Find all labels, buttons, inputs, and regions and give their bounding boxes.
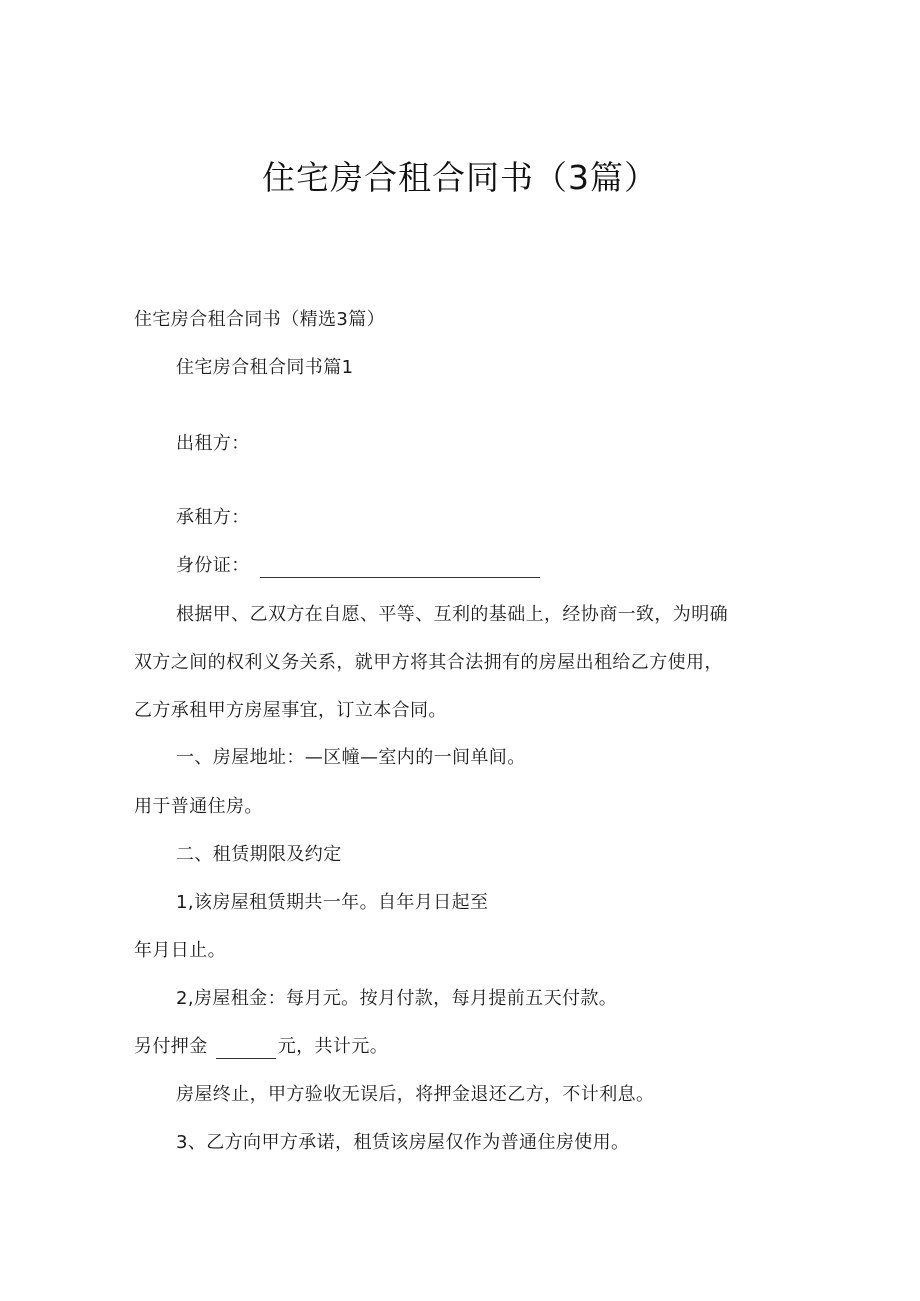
lessor-label: 出租方： (176, 433, 250, 454)
deposit-blank-line (216, 1040, 276, 1059)
id-blank-line (260, 559, 540, 578)
intro-line-2: 双方之间的权利义务关系，就甲方将其合法拥有的房屋出租给乙方使用， (134, 652, 723, 673)
deposit-refund: 房屋终止，甲方验收无误后，将押金退还乙方，不计利息。 (176, 1084, 655, 1105)
document-title: 住宅房合租合同书（3篇） (262, 158, 658, 197)
item-3: 3、乙方向甲方承诺，租赁该房屋仅作为普通住房使用。 (176, 1132, 630, 1153)
intro-line-1: 根据甲、乙双方在自愿、平等、互利的基础上，经协商一致，为明确 (176, 604, 728, 625)
clause-1: 一、房屋地址：—区幢—室内的一间单间。 (176, 747, 526, 768)
deposit-suffix: 元，共计元。 (277, 1036, 389, 1057)
clause-2-heading: 二、租赁期限及约定 (176, 844, 342, 865)
section-heading: 住宅房合租合同书篇1 (176, 357, 354, 378)
id-label: 身份证： (176, 555, 250, 576)
document-subtitle: 住宅房合租合同书（精选3篇） (134, 309, 386, 330)
item-1: 1,该房屋租赁期共一年。自年月日起至 (176, 892, 489, 913)
item-2: 2,房屋租金：每月元。按月付款，每月提前五天付款。 (176, 988, 618, 1009)
deposit-row (134, 1035, 388, 1059)
item-1-continuation: 年月日止。 (134, 940, 226, 961)
intro-line-3: 乙方承租甲方房屋事宜，订立本合同。 (134, 700, 447, 721)
deposit-prefix: 另付押金 (134, 1036, 208, 1057)
clause-1-continuation: 用于普通住房。 (134, 796, 263, 817)
id-field-row (176, 554, 540, 578)
lessee-label: 承租方： (176, 507, 250, 528)
